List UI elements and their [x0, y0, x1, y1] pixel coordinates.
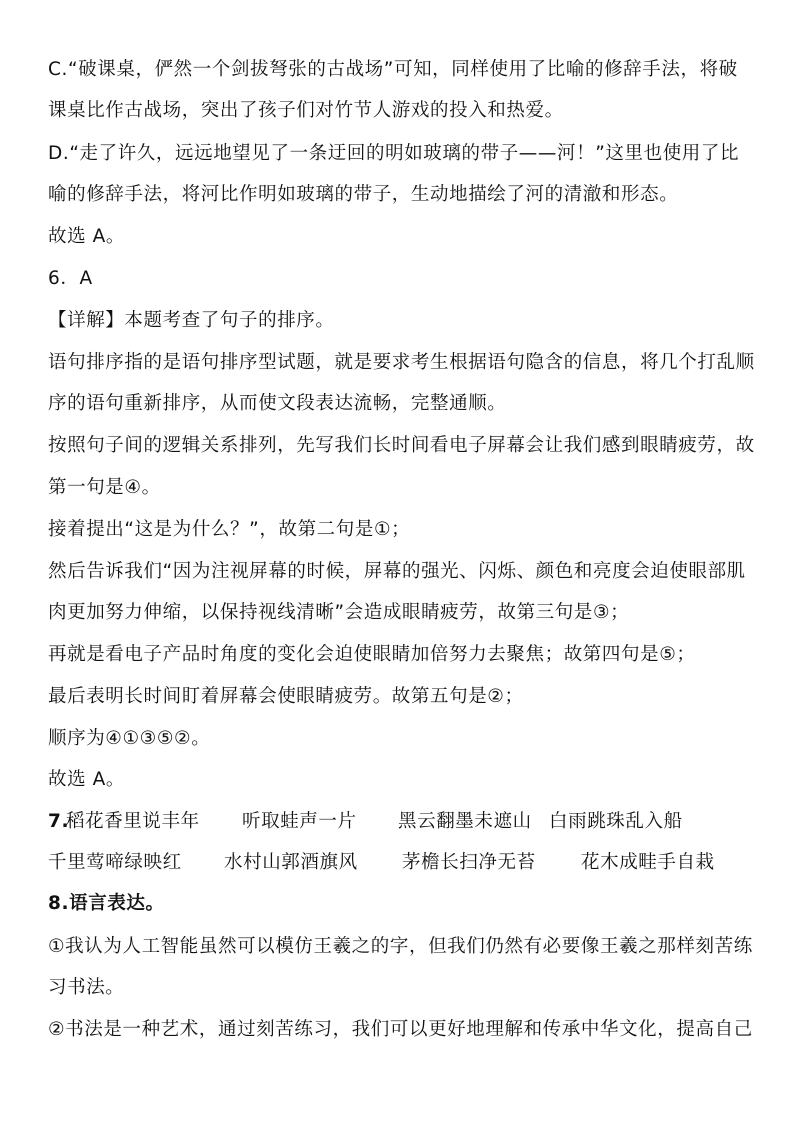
- text-line: 故选 A。: [48, 769, 126, 790]
- poem-line: 水村山郭酒旗风: [224, 852, 358, 873]
- text-line: 故选 A。: [48, 226, 126, 247]
- text-line: ②书法是一种艺术，通过刻苦练习，我们可以更好地理解和传承中华文化，提高自己: [48, 1019, 753, 1040]
- text-line: 语句排序指的是语句排序型试题，就是要求考生根据语句隐含的信息，将几个打乱顺: [48, 352, 755, 373]
- text-line: 接着提出“这是为什么？”，故第二句是①；: [48, 519, 411, 540]
- text-line: 然后告诉我们“因为注视屏幕的时候，屏幕的强光、闪烁、颜色和亮度会迫使眼部肌: [48, 561, 746, 582]
- poem-line: 花木成畦手自栽: [581, 852, 715, 873]
- text-line: 再就是看电子产品时角度的变化会迫使眼睛加倍努力去聚焦；故第四句是⑤；: [48, 644, 696, 665]
- text-line: 最后表明长时间盯着屏幕会使眼睛疲劳。故第五句是②；: [48, 686, 524, 707]
- poem-line: 听取蛙声一片: [242, 811, 357, 832]
- poem-line: 白雨跳珠乱入船: [549, 811, 683, 832]
- text-line: 按照句子间的逻辑关系排列，先写我们长时间看电子屏幕会让我们感到眼睛疲劳，故: [48, 435, 755, 456]
- poem-line: 千里莺啼绿映红: [48, 852, 182, 873]
- text-line: ①我认为人工智能虽然可以模仿王羲之的字，但我们仍然有必要像王羲之那样刻苦练: [48, 936, 753, 957]
- text-line: 肉更加努力伸缩，以保持视线清晰”会造成眼睛疲劳，故第三句是③；: [48, 602, 630, 623]
- text-line: 【详解】本题考查了句子的排序。: [48, 310, 335, 331]
- text-line: 喻的修辞手法，将河比作明如玻璃的带子，生动地描绘了河的清澈和形态。: [48, 184, 679, 205]
- q8-heading: 8.语言表达。: [48, 893, 165, 914]
- poem-line: 茅檐长扫净无苔: [402, 852, 536, 873]
- text-line: 第一句是④。: [48, 477, 161, 498]
- question-number: 6．A: [48, 268, 93, 289]
- poem-line: 黑云翻墨未遮山: [398, 811, 532, 832]
- text-line: D.“走了许久，远远地望见了一条迂回的明如玻璃的带子——河！”这里也使用了比: [48, 143, 740, 164]
- q7-label: 7.: [48, 811, 70, 832]
- text-line: 序的语句重新排序，从而使文段表达流畅，完整通顺。: [48, 393, 507, 414]
- text-line: C.“破课桌，俨然一个剑拔弩张的古战场”可知，同样使用了比喻的修辞手法，将破: [48, 59, 738, 80]
- poem-line: 稻花香里说丰年: [66, 811, 200, 832]
- text-line: 课桌比作古战场，突出了孩子们对竹节人游戏的投入和热爱。: [48, 100, 564, 121]
- text-line: 习书法。: [48, 977, 125, 998]
- text-line: 顺序为④①③⑤②。: [48, 728, 211, 749]
